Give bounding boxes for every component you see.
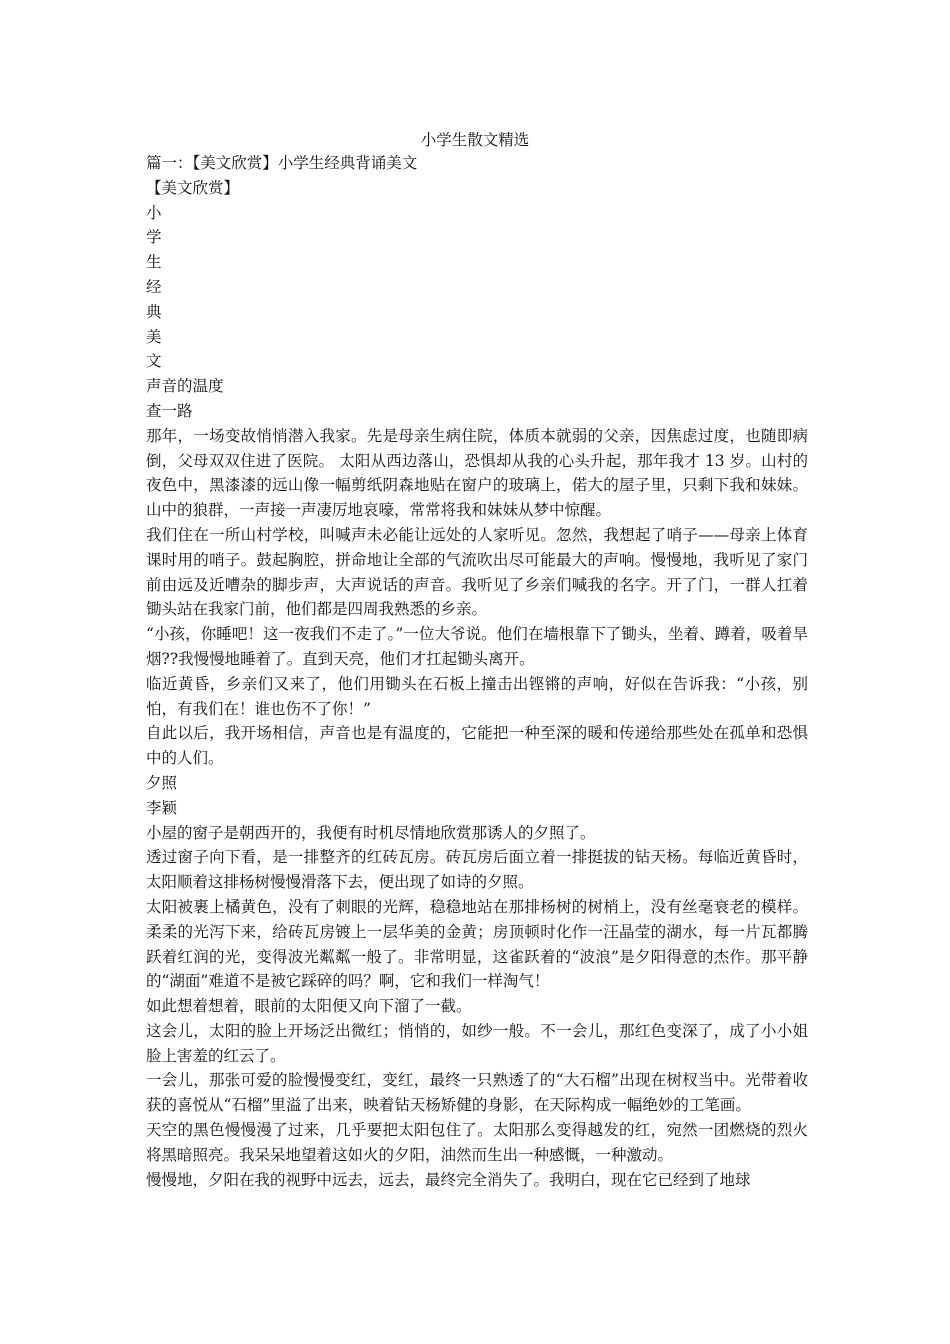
essay-title: 夕照 [146,773,178,792]
essay-paragraph: 太阳被裹上橘黄色，没有了刺眼的光辉，稳稳地站在那排杨树的树梢上，没有丝毫衰老的模样。柔柔的光泻下来，给砖瓦房镀上一层华美的金黄；房顶顿时化作一汪晶莹的湖水，每一片瓦都腾跃着红润的光，变得波光粼粼一般了。非常明显，这雀跃着的“波浪”是夕阳得意的杰作。那平静的“湖面”难道不是被它踩碎的吗？啊，它和我们一样淘气！ [146,897,808,991]
section-heading: 篇一：【美文欣赏】小学生经典背诵美文 [146,154,418,172]
essay-paragraph: 那年，一场变故悄悄潜入我家。先是母亲生病住院，体质本就弱的父亲，因焦虑过度，也随即病倒，父母双双住进了医院。 太阳从西边落山，恐惧却从我的心头升起，那年我才 13 岁。山村的夜色中，黑漆漆的远山像一幅剪纸阴森地贴在窗户的玻璃上，偌大的屋子里，只剩下我和妹妹。山中的狼群，一声接一声凄厉地哀嚎，常常将我和妹妹从梦中惊醒。 [146,426,808,520]
vertical-char: 小 [146,203,162,222]
essay-author: 查一路 [146,401,193,420]
essay-paragraph: 透过窗子向下看，是一排整齐的红砖瓦房。砖瓦房后面立着一排挺拔的钻天杨。每临近黄昏时，太阳顺着这排杨树慢慢滑落下去，便出现了如诗的夕照。 [146,848,808,892]
essay-paragraph: 慢慢地，夕阳在我的视野中远去，远去，最终完全消失了。我明白，现在它已经到了地球 [146,1170,751,1189]
essay-paragraph: 我们住在一所山村学校，叫喊声未必能让远处的人家听见。忽然，我想起了哨子——母亲上体育课时用的哨子。鼓起胸腔，拼命地让全部的气流吹出尽可能最大的声响。慢慢地，我听见了家门前由远及近嘈杂的脚步声，大声说话的声音。我听见了乡亲们喊我的名字。开了门，一群人扛着锄头站在我家门前，他们都是四周我熟悉的乡亲。 [146,525,808,619]
essay-paragraph: “小孩，你睡吧！这一夜我们不走了。”一位大爷说。他们在墙根靠下了锄头，坐着、蹲着，吸着旱烟??我慢慢地睡着了。直到天亮，他们才扛起锄头离开。 [146,625,808,668]
vertical-char: 典 [146,302,162,321]
vertical-char: 美 [146,327,162,346]
category-label: 【美文欣赏】 [146,178,240,197]
essay-paragraph: 一会儿，那张可爱的脸慢慢变红，变红，最终一只熟透了的“大石榴”出现在树杈当中。光带着收获的喜悦从“石榴”里溢了出来，映着钻天杨矫健的身影，在天际构成一幅绝妙的工笔画。 [146,1071,808,1115]
vertical-char: 学 [146,228,162,247]
vertical-char: 经 [146,277,162,296]
essay-paragraph: 自此以后，我开场相信，声音也是有温度的，它能把一种至深的暖和传递给那些处在孤单和恐惧中的人们。 [146,724,808,768]
essay-paragraph: 这会儿，太阳的脸上开场泛出微红；悄悄的，如纱一般。不一会儿，那红色变深了，成了小小姐脸上害羞的红云了。 [146,1021,808,1065]
vertical-char: 文 [146,352,162,371]
essay-paragraph: 临近黄昏，乡亲们又来了，他们用锄头在石板上撞击出铿锵的声响，好似在告诉我：“小孩，别怕，有我们在！谁也伤不了你！” [146,674,808,718]
essay-paragraph: 如此想着想着，眼前的太阳便又向下溜了一截。 [146,997,472,1016]
essay-paragraph: 小屋的窗子是朝西开的，我便有时机尽情地欣赏那诱人的夕照了。 [146,823,596,842]
document-body [146,151,808,1192]
document-title: 小学生散文精选 [420,131,530,149]
essay-title: 声音的温度 [146,377,224,396]
vertical-char: 生 [146,253,162,272]
essay-paragraph: 天空的黑色慢慢漫了过来，几乎要把太阳包住了。太阳那么变得越发的红，宛然一团燃烧的烈火将黑暗照亮。我呆呆地望着这如火的夕阳，油然而生出一种感慨，一种激动。 [146,1121,808,1164]
essay-author: 李颖 [146,798,178,817]
